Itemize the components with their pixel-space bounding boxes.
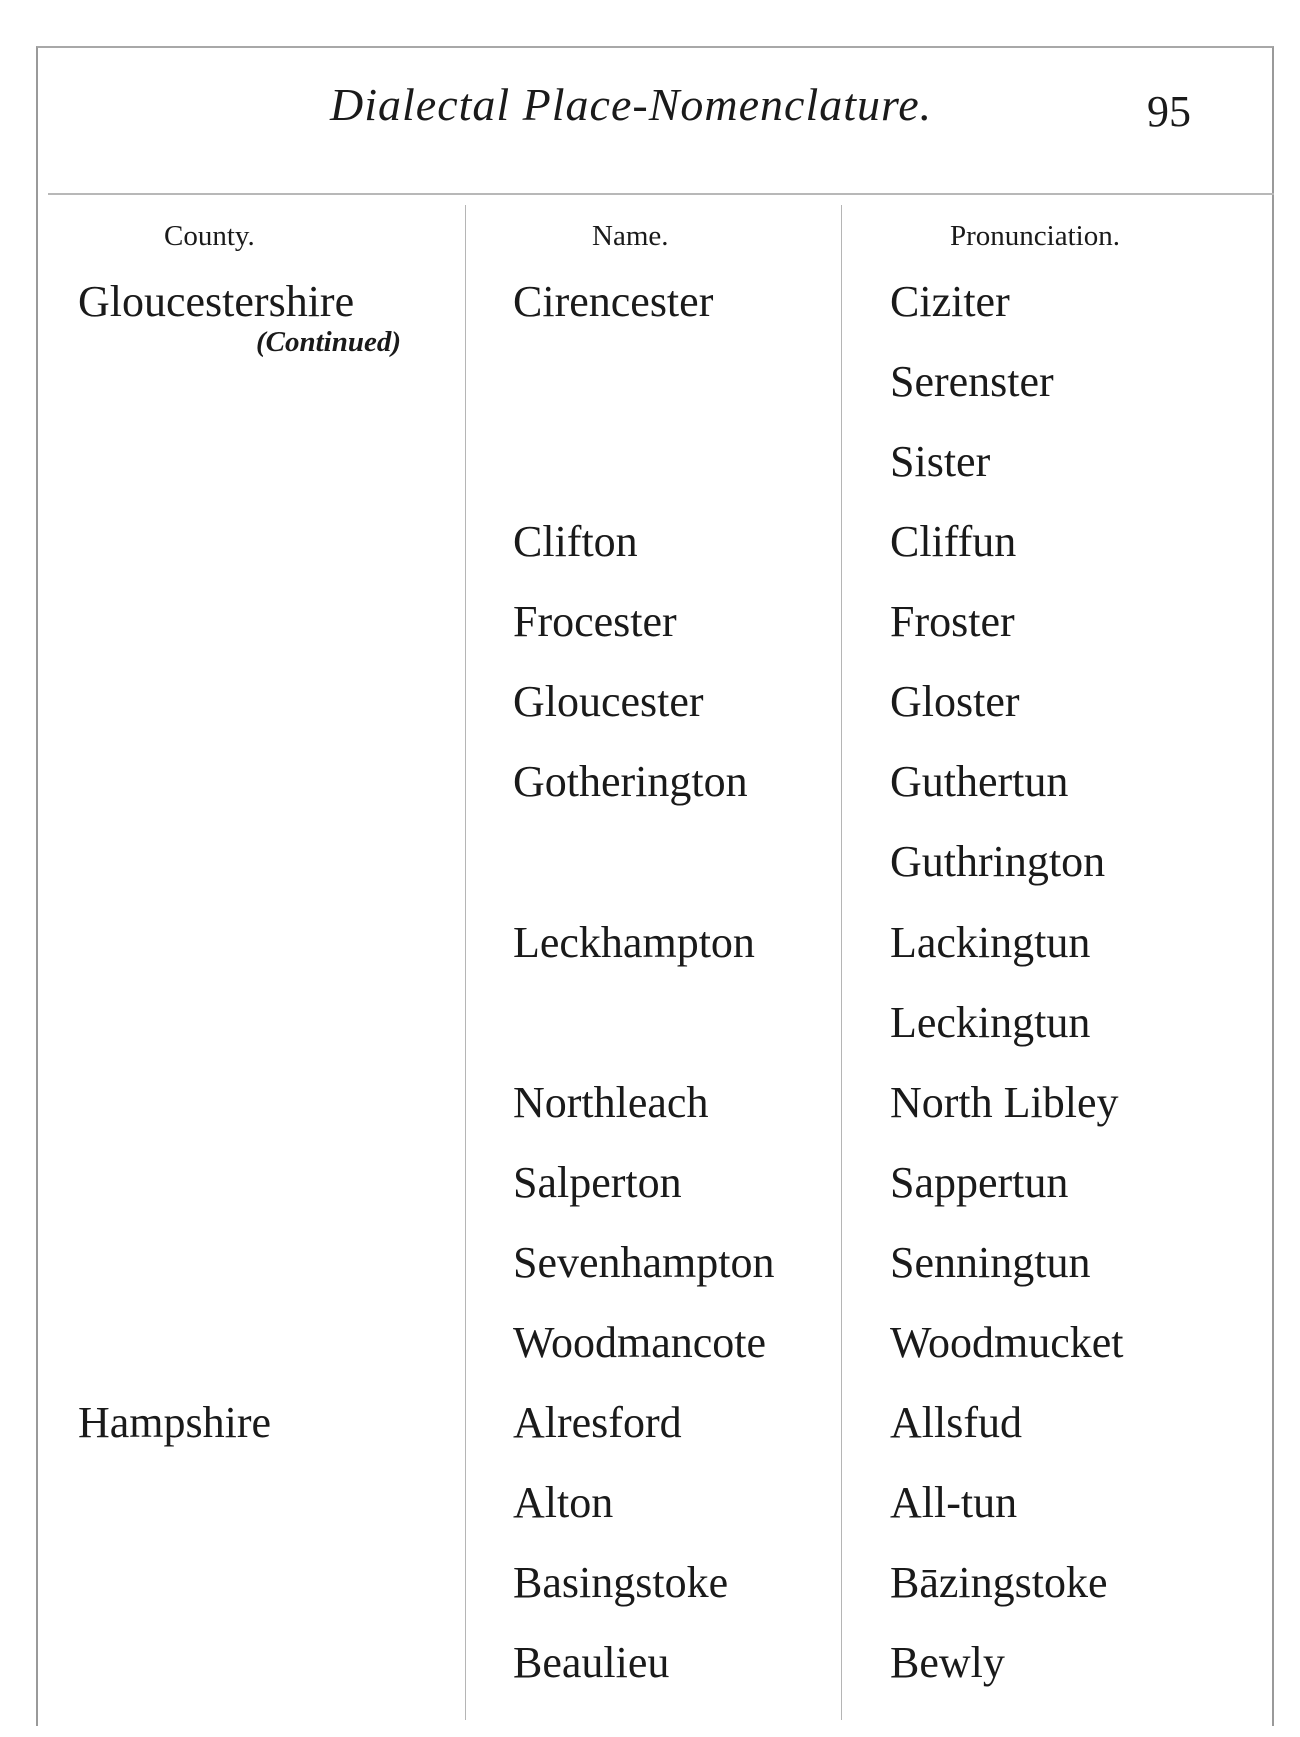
column-header-pronunciation: Pronunciation.: [950, 220, 1120, 252]
name-cell: Alton: [513, 1478, 614, 1527]
column-header-county: County.: [164, 220, 255, 252]
pronunciation-cell: Bāzingstoke: [890, 1558, 1108, 1607]
pronunciation-cell: Cliffun: [890, 517, 1017, 566]
county-gloucestershire: Gloucestershire: [78, 277, 355, 326]
pronunciation-cell: North Libley: [890, 1078, 1119, 1127]
name-cell: Cirencester: [513, 277, 714, 326]
name-cell: Frocester: [513, 597, 677, 646]
pronunciation-cell: Ciziter: [890, 277, 1010, 326]
county-hampshire: Hampshire: [78, 1398, 272, 1447]
column-divider-1: [465, 205, 466, 1720]
pronunciation-cell: Sister: [890, 437, 991, 486]
running-title: Dialectal Place-Nomenclature.: [330, 79, 933, 130]
pronunciation-cell: Leckingtun: [890, 998, 1091, 1047]
name-cell: Sevenhampton: [513, 1238, 775, 1287]
pronunciation-cell: Senningtun: [890, 1238, 1091, 1287]
pronunciation-cell: Guthrington: [890, 837, 1106, 886]
header-rule: [48, 193, 1274, 195]
name-cell: Gotherington: [513, 757, 748, 806]
continued-note: (Continued): [256, 326, 402, 358]
name-cell: Beaulieu: [513, 1638, 670, 1687]
name-cell: Alresford: [513, 1398, 682, 1447]
column-divider-2: [841, 205, 842, 1720]
pronunciation-cell: Guthertun: [890, 757, 1069, 806]
pronunciation-cell: All-tun: [890, 1478, 1018, 1527]
name-cell: Clifton: [513, 517, 638, 566]
pronunciation-cell: Sappertun: [890, 1158, 1069, 1207]
pronunciation-cell: Serenster: [890, 357, 1054, 406]
name-cell: Basingstoke: [513, 1558, 729, 1607]
pronunciation-cell: Gloster: [890, 677, 1020, 726]
name-cell: Salperton: [513, 1158, 682, 1207]
pronunciation-cell: Lackingtun: [890, 918, 1091, 967]
pronunciation-cell: Bewly: [890, 1638, 1005, 1687]
column-header-name: Name.: [592, 220, 669, 252]
pronunciation-cell: Allsfud: [890, 1398, 1022, 1447]
page-number: 95: [1147, 87, 1191, 136]
pronunciation-cell: Froster: [890, 597, 1015, 646]
name-cell: Woodmancote: [513, 1318, 767, 1367]
pronunciation-cell: Woodmucket: [890, 1318, 1124, 1367]
name-cell: Northleach: [513, 1078, 709, 1127]
name-cell: Gloucester: [513, 677, 704, 726]
name-cell: Leckhampton: [513, 918, 755, 967]
